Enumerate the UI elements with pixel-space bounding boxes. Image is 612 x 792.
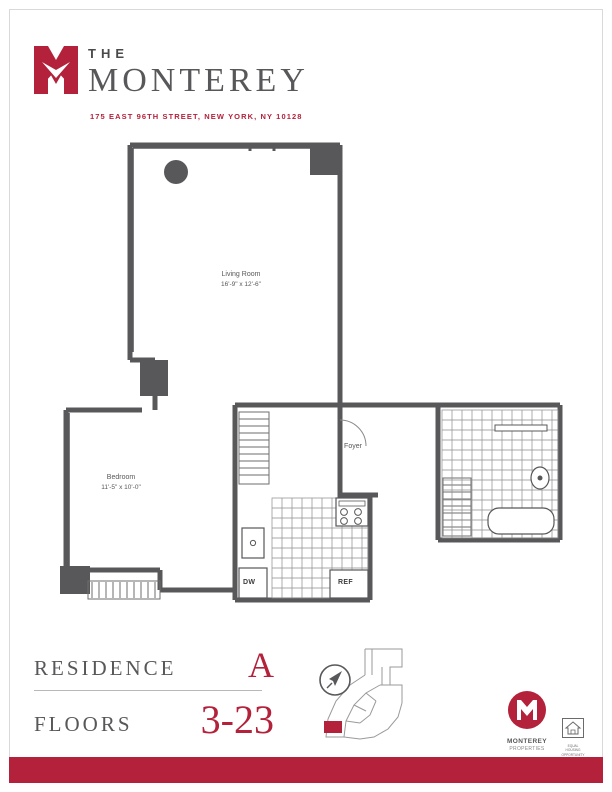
room-label-bedroom [76, 473, 166, 492]
brand-wordmark [88, 46, 309, 99]
compass-north-icon [318, 663, 352, 697]
monterey-m-icon [32, 44, 80, 96]
brand-monterey: MONTEREY [88, 62, 309, 99]
room-name: Bedroom [106, 474, 136, 481]
page-header [0, 20, 612, 121]
equal-housing-opportunity-icon [560, 718, 586, 757]
footer-bar [9, 757, 603, 783]
brand-footer-name: MONTEREY [506, 738, 548, 745]
eho-line-2: OPPORTUNITY [561, 753, 585, 757]
room-dims: 16'-9" x 12'-6" [221, 280, 261, 288]
room-label-living-room [196, 270, 286, 289]
residence-row [34, 645, 274, 690]
residence-label: RESIDENCE [34, 656, 177, 680]
residence-summary [34, 645, 274, 746]
appliance-label-ref: REF [338, 579, 353, 586]
floorplan-drawing [0, 120, 612, 630]
room-name: Foyer [344, 443, 362, 450]
key-plan [310, 645, 430, 753]
room-dims: 11'-5" x 10'-0" [101, 483, 141, 491]
divider [34, 690, 262, 691]
residence-value: A [248, 645, 274, 685]
eho-line-1: EQUAL HOUSING [565, 744, 581, 752]
brand-footer-sub: PROPERTIES [509, 746, 545, 752]
room-name: Living Room [221, 271, 261, 278]
room-label-foyer [318, 442, 388, 452]
monterey-properties-logo [500, 690, 554, 752]
monterey-m-icon [507, 690, 547, 730]
floors-row [34, 698, 274, 746]
floors-label: FLOORS [34, 712, 133, 736]
appliance-label-dw: DW [243, 579, 256, 586]
floors-value: 3-23 [200, 697, 274, 742]
property-address: 175 EAST 96TH STREET, NEW YORK, NY 10128 [90, 112, 303, 121]
brand-the: THE [88, 46, 129, 61]
